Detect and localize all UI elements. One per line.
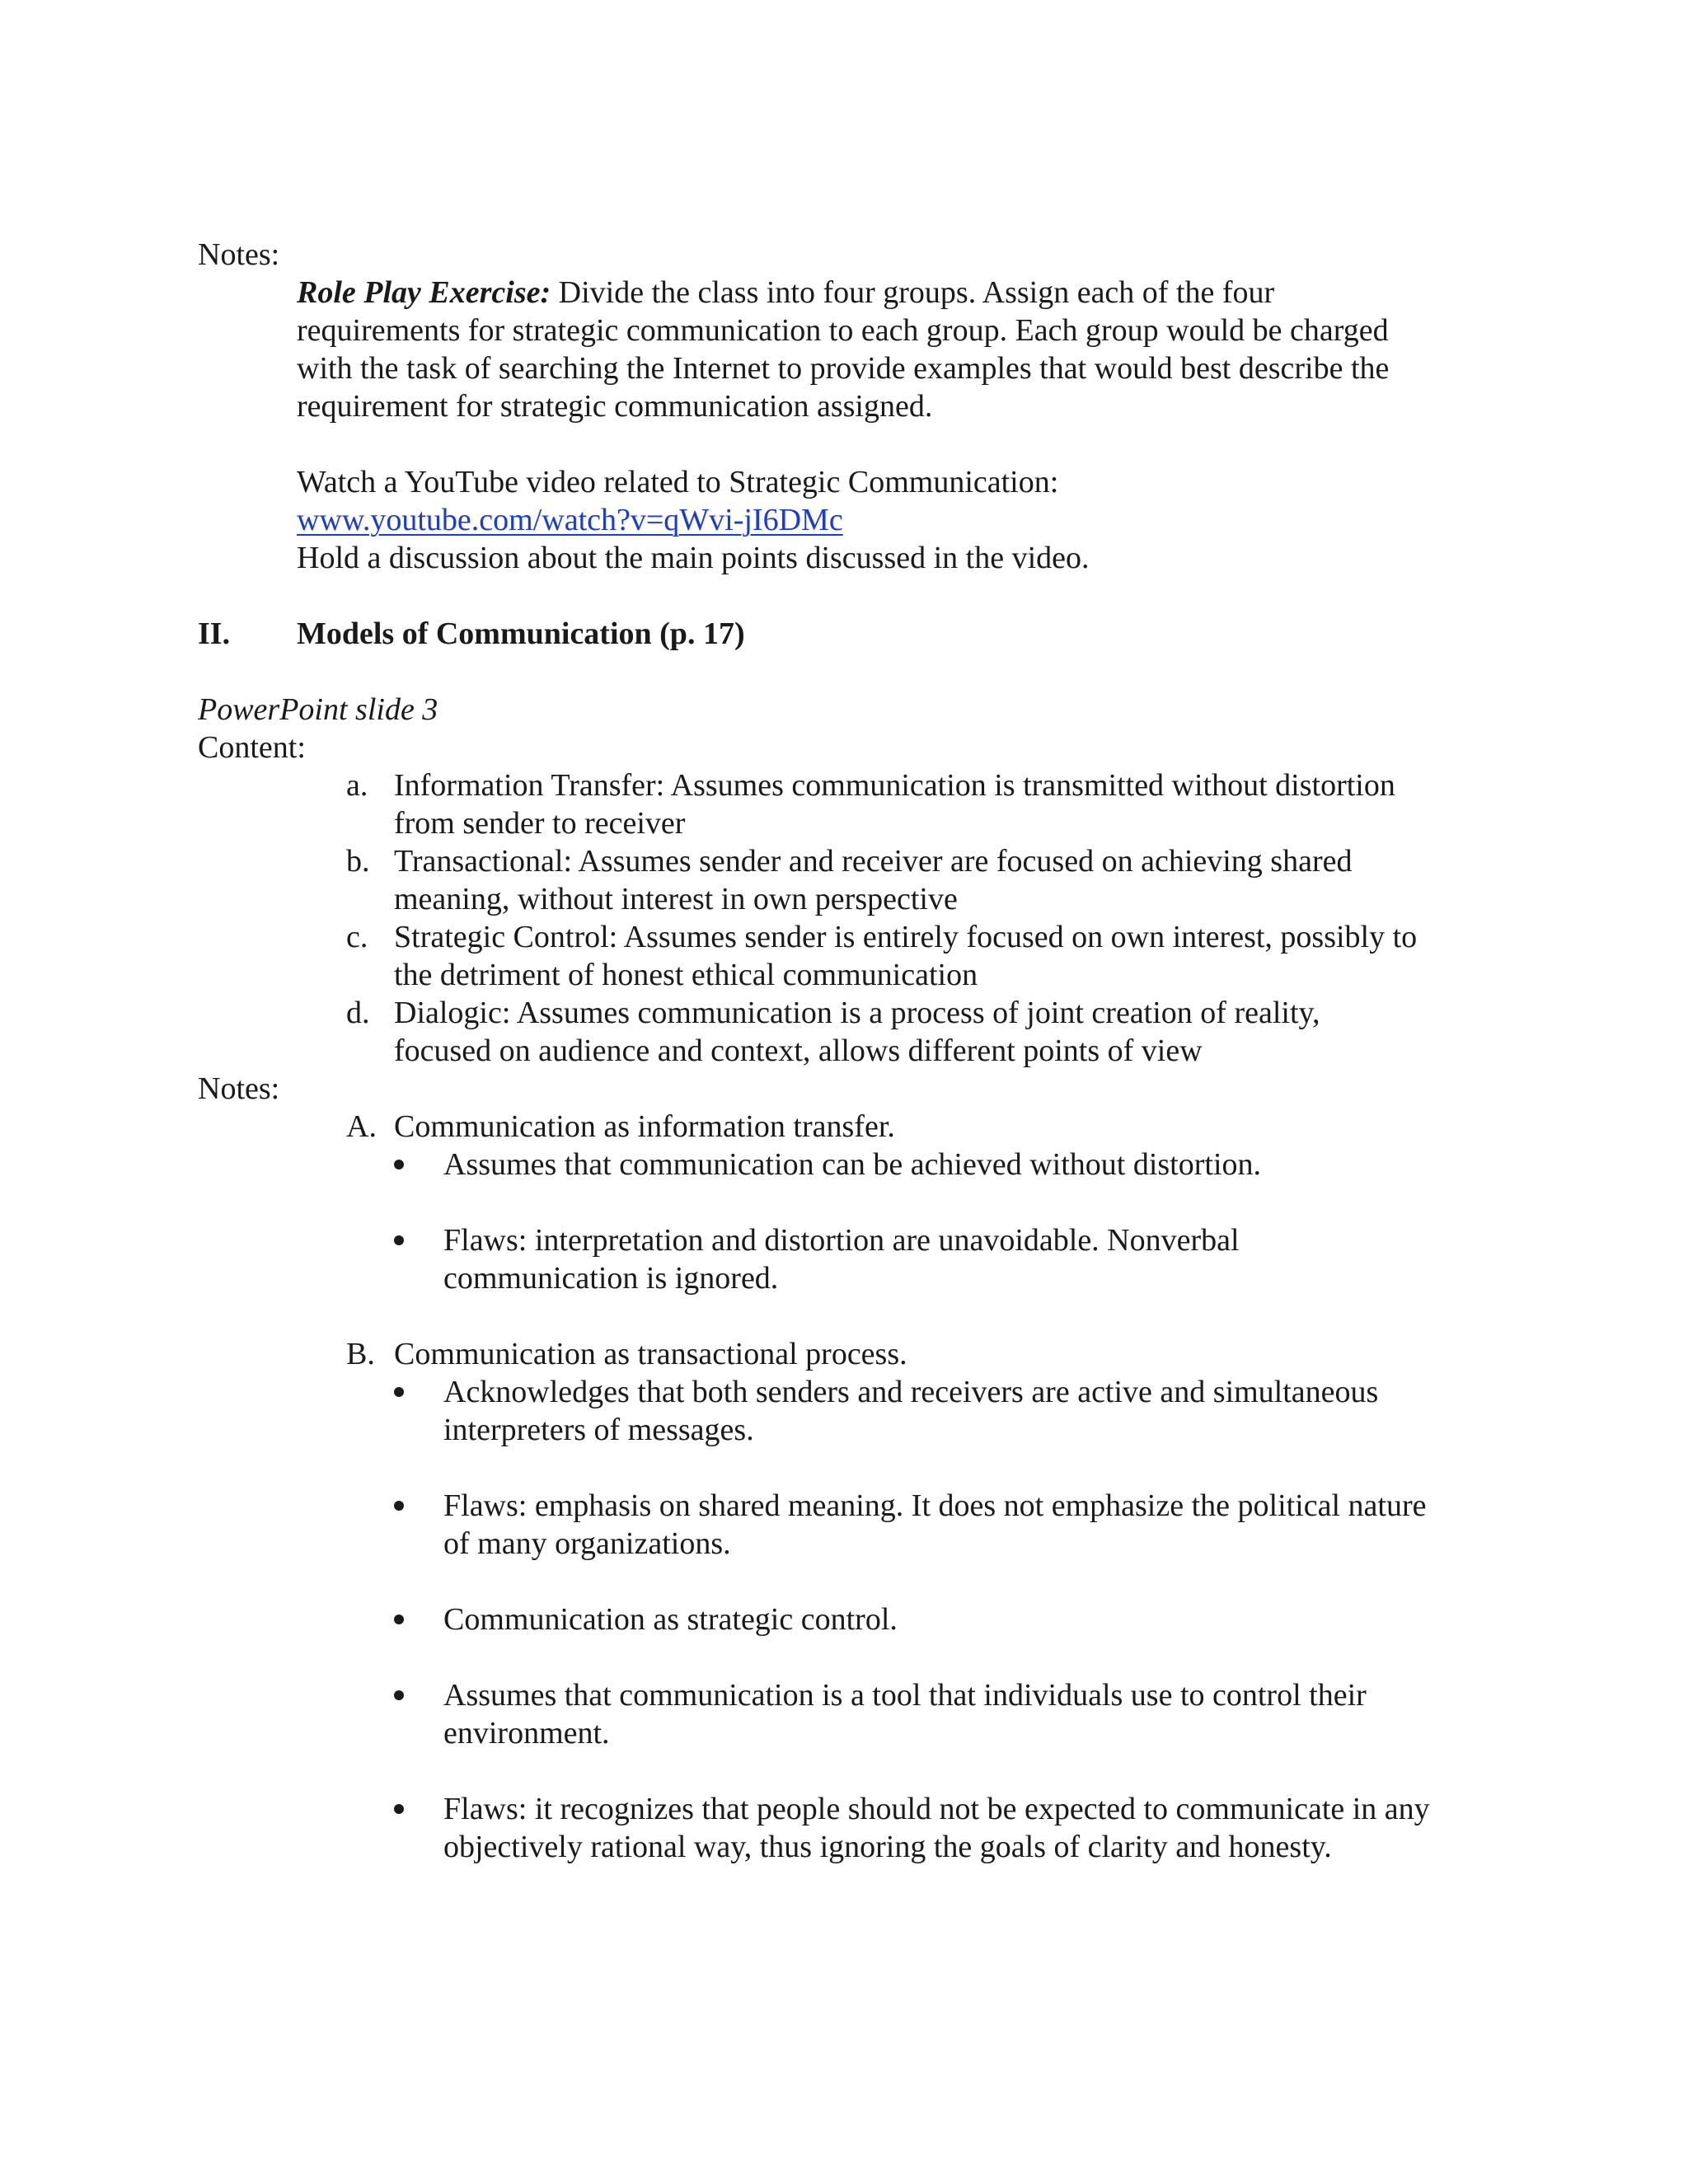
role-play-line-1 <box>297 274 1274 312</box>
bullet-b5-line-2: objectively rational way, thus ignoring the goals of clarity and honesty. <box>443 1830 1332 1864</box>
bullet-b4-line-2: environment. <box>443 1716 610 1750</box>
role-play-line-3: with the task of searching the Internet to provide examples that would best describe the <box>297 351 1390 386</box>
bullet-b4-line-1: Assumes that communication is a tool that individuals use to control their <box>443 1678 1367 1713</box>
outline-title-b: Communication as transactional process. <box>394 1337 907 1371</box>
bullet-icon <box>394 1146 404 1183</box>
bullet-icon <box>394 1676 404 1714</box>
outline-marker-b: B. <box>346 1337 375 1371</box>
role-play-label: Role Play Exercise: <box>297 275 551 310</box>
bullet-icon <box>394 1373 404 1411</box>
section-title: Models of Communication (p. 17) <box>297 616 745 651</box>
bullet-b1-line-1: Acknowledges that both senders and receivers are active and simultaneous <box>443 1375 1379 1409</box>
bullet-b1-line-2: interpreters of messages. <box>443 1413 754 1447</box>
bullet-icon <box>394 1487 404 1525</box>
bullet-a1-line-1: Assumes that communication can be achieved without distortion. <box>443 1147 1262 1182</box>
youtube-followup: Hold a discussion about the main points discussed in the video. <box>297 541 1090 575</box>
bullet-b3-line-1: Communication as strategic control. <box>443 1602 898 1637</box>
role-play-line-2: requirements for strategic communication to each group. Each group would be charged <box>297 313 1389 348</box>
youtube-link-line <box>297 501 843 539</box>
outline-marker-a: A. <box>346 1109 377 1144</box>
content-marker-c: c. <box>346 920 368 954</box>
content-item-a-line-1: Information Transfer: Assumes communication is transmitted without distortion <box>394 768 1395 803</box>
section-numeral: II. <box>198 616 231 651</box>
bullet-a2-line-1: Flaws: interpretation and distortion are unavoidable. Nonverbal <box>443 1223 1240 1258</box>
content-marker-a: a. <box>346 768 368 803</box>
content-item-c-line-1: Strategic Control: Assumes sender is entirely focused on own interest, possibly to <box>394 920 1418 954</box>
bullet-a2-line-2: communication is ignored. <box>443 1261 779 1296</box>
content-item-c-line-2: the detriment of honest ethical communication <box>394 958 978 992</box>
bullet-b2-line-1: Flaws: emphasis on shared meaning. It does not emphasize the political nature <box>443 1488 1427 1523</box>
role-play-text: Divide the class into four groups. Assign each of the four <box>551 275 1275 310</box>
content-item-d-line-1: Dialogic: Assumes communication is a process of joint creation of reality, <box>394 996 1320 1030</box>
youtube-link[interactable]: www.youtube.com/watch?v=qWvi-jI6DMc <box>297 503 843 537</box>
content-item-b-line-1: Transactional: Assumes sender and receiver are focused on achieving shared <box>394 844 1353 879</box>
content-item-a-line-2: from sender to receiver <box>394 806 686 841</box>
outline-title-a: Communication as information transfer. <box>394 1109 895 1144</box>
slide-label: PowerPoint slide 3 <box>198 692 438 727</box>
bullet-b5-line-1: Flaws: it recognizes that people should not be expected to communicate in any <box>443 1792 1430 1826</box>
content-marker-b: b. <box>346 844 370 879</box>
bullet-icon <box>394 1790 404 1828</box>
content-item-d-line-2: focused on audience and context, allows different points of view <box>394 1033 1203 1068</box>
content-item-b-line-2: meaning, without interest in own perspective <box>394 882 958 916</box>
bullet-icon <box>394 1221 404 1259</box>
role-play-line-4: requirement for strategic communication assigned. <box>297 389 933 424</box>
content-label: Content: <box>198 730 306 765</box>
youtube-intro: Watch a YouTube video related to Strategic Communication: <box>297 465 1059 499</box>
notes-label: Notes: <box>198 237 280 272</box>
content-marker-d: d. <box>346 996 370 1030</box>
notes-label-2: Notes: <box>198 1071 280 1106</box>
bullet-icon <box>394 1601 404 1638</box>
bullet-b2-line-2: of many organizations. <box>443 1526 731 1561</box>
